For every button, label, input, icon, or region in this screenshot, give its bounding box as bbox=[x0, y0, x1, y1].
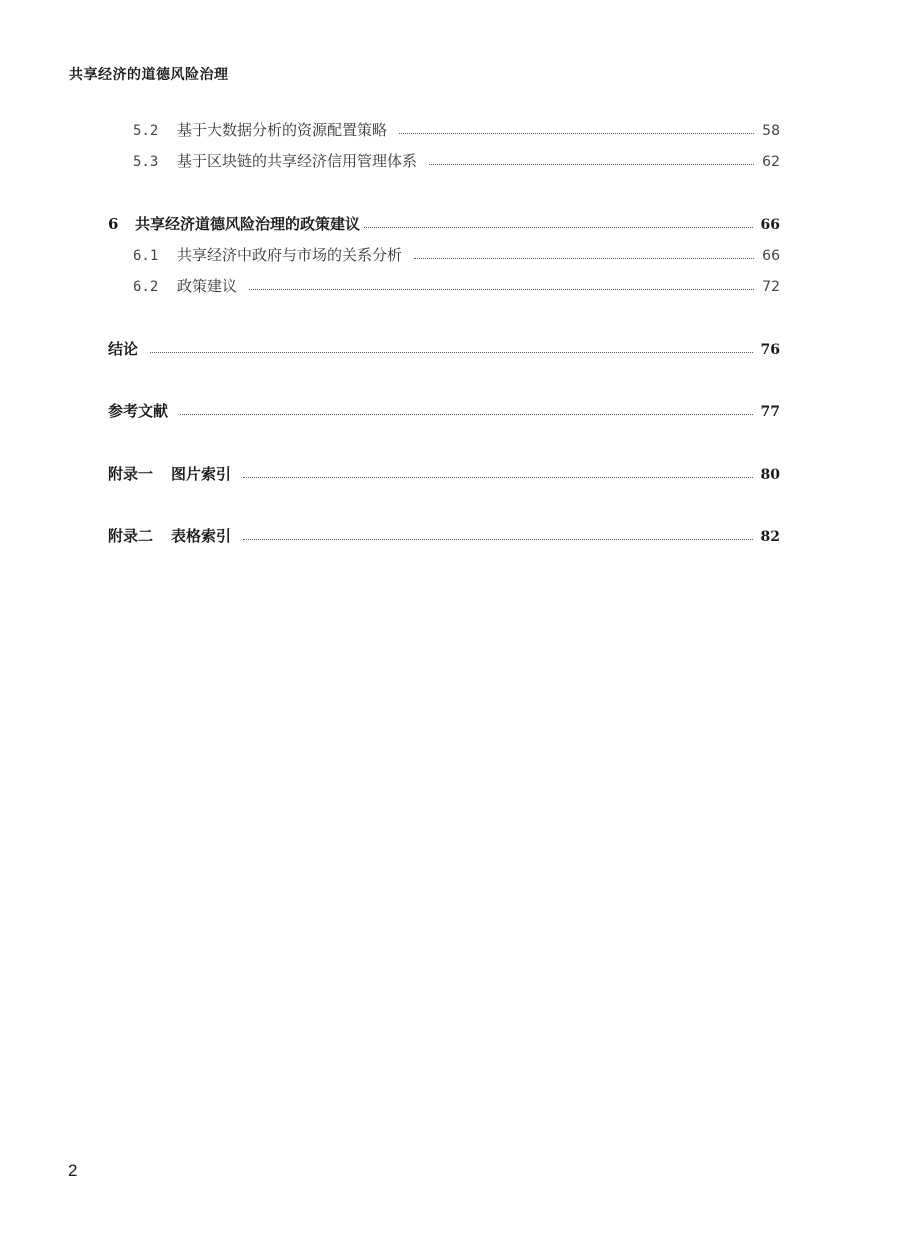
page-ref: 66 bbox=[760, 217, 780, 233]
section-title: 共享经济中政府与市场的关系分析 bbox=[177, 246, 403, 264]
chapter-title: 共享经济道德风险治理的政策建议 bbox=[135, 215, 361, 233]
dot-leader bbox=[243, 477, 752, 478]
page-ref: 72 bbox=[762, 279, 780, 295]
chapter-title: 参考文献 bbox=[108, 402, 169, 420]
page-ref: 62 bbox=[762, 154, 780, 170]
dot-leader bbox=[249, 289, 754, 290]
section-number: 5.3 bbox=[133, 154, 159, 170]
toc-entry-references[interactable] bbox=[108, 400, 780, 422]
appendix-title: 图片索引 bbox=[171, 465, 232, 483]
page-ref: 58 bbox=[762, 123, 780, 139]
toc-entry-5-3[interactable] bbox=[133, 150, 780, 172]
section-number: 6.1 bbox=[133, 248, 159, 264]
section-number: 6.2 bbox=[133, 279, 159, 295]
dot-leader bbox=[150, 352, 753, 353]
toc-entry-5-2[interactable] bbox=[133, 119, 780, 141]
section-title: 基于区块链的共享经济信用管理体系 bbox=[177, 152, 418, 170]
section-title: 政策建议 bbox=[177, 277, 238, 295]
section-title: 基于大数据分析的资源配置策略 bbox=[177, 121, 388, 139]
page-number: 2 bbox=[68, 1161, 78, 1180]
dot-leader bbox=[399, 133, 754, 134]
dot-leader bbox=[429, 164, 754, 165]
dot-leader bbox=[243, 539, 752, 540]
running-header: 共享经济的道德风险治理 bbox=[69, 67, 229, 83]
page-ref: 82 bbox=[760, 529, 780, 545]
dot-leader bbox=[180, 414, 753, 415]
toc-entry-6-2[interactable] bbox=[133, 275, 780, 297]
page-ref: 80 bbox=[760, 467, 780, 483]
page-ref: 66 bbox=[762, 248, 780, 264]
chapter-number: 6 bbox=[108, 215, 119, 233]
appendix-label: 附录一 bbox=[108, 465, 154, 483]
page-ref: 76 bbox=[760, 342, 780, 358]
chapter-title: 结论 bbox=[108, 340, 139, 358]
toc-entry-chapter-6[interactable] bbox=[108, 213, 780, 235]
dot-leader bbox=[364, 227, 753, 228]
toc-entry-conclusion[interactable] bbox=[108, 338, 780, 360]
toc-entry-appendix-2[interactable] bbox=[108, 525, 780, 547]
appendix-title: 表格索引 bbox=[171, 527, 232, 545]
toc-entry-6-1[interactable] bbox=[133, 244, 780, 266]
section-number: 5.2 bbox=[133, 123, 159, 139]
page-ref: 77 bbox=[760, 404, 780, 420]
dot-leader bbox=[414, 258, 754, 259]
appendix-label: 附录二 bbox=[108, 527, 154, 545]
toc-entry-appendix-1[interactable] bbox=[108, 463, 780, 485]
